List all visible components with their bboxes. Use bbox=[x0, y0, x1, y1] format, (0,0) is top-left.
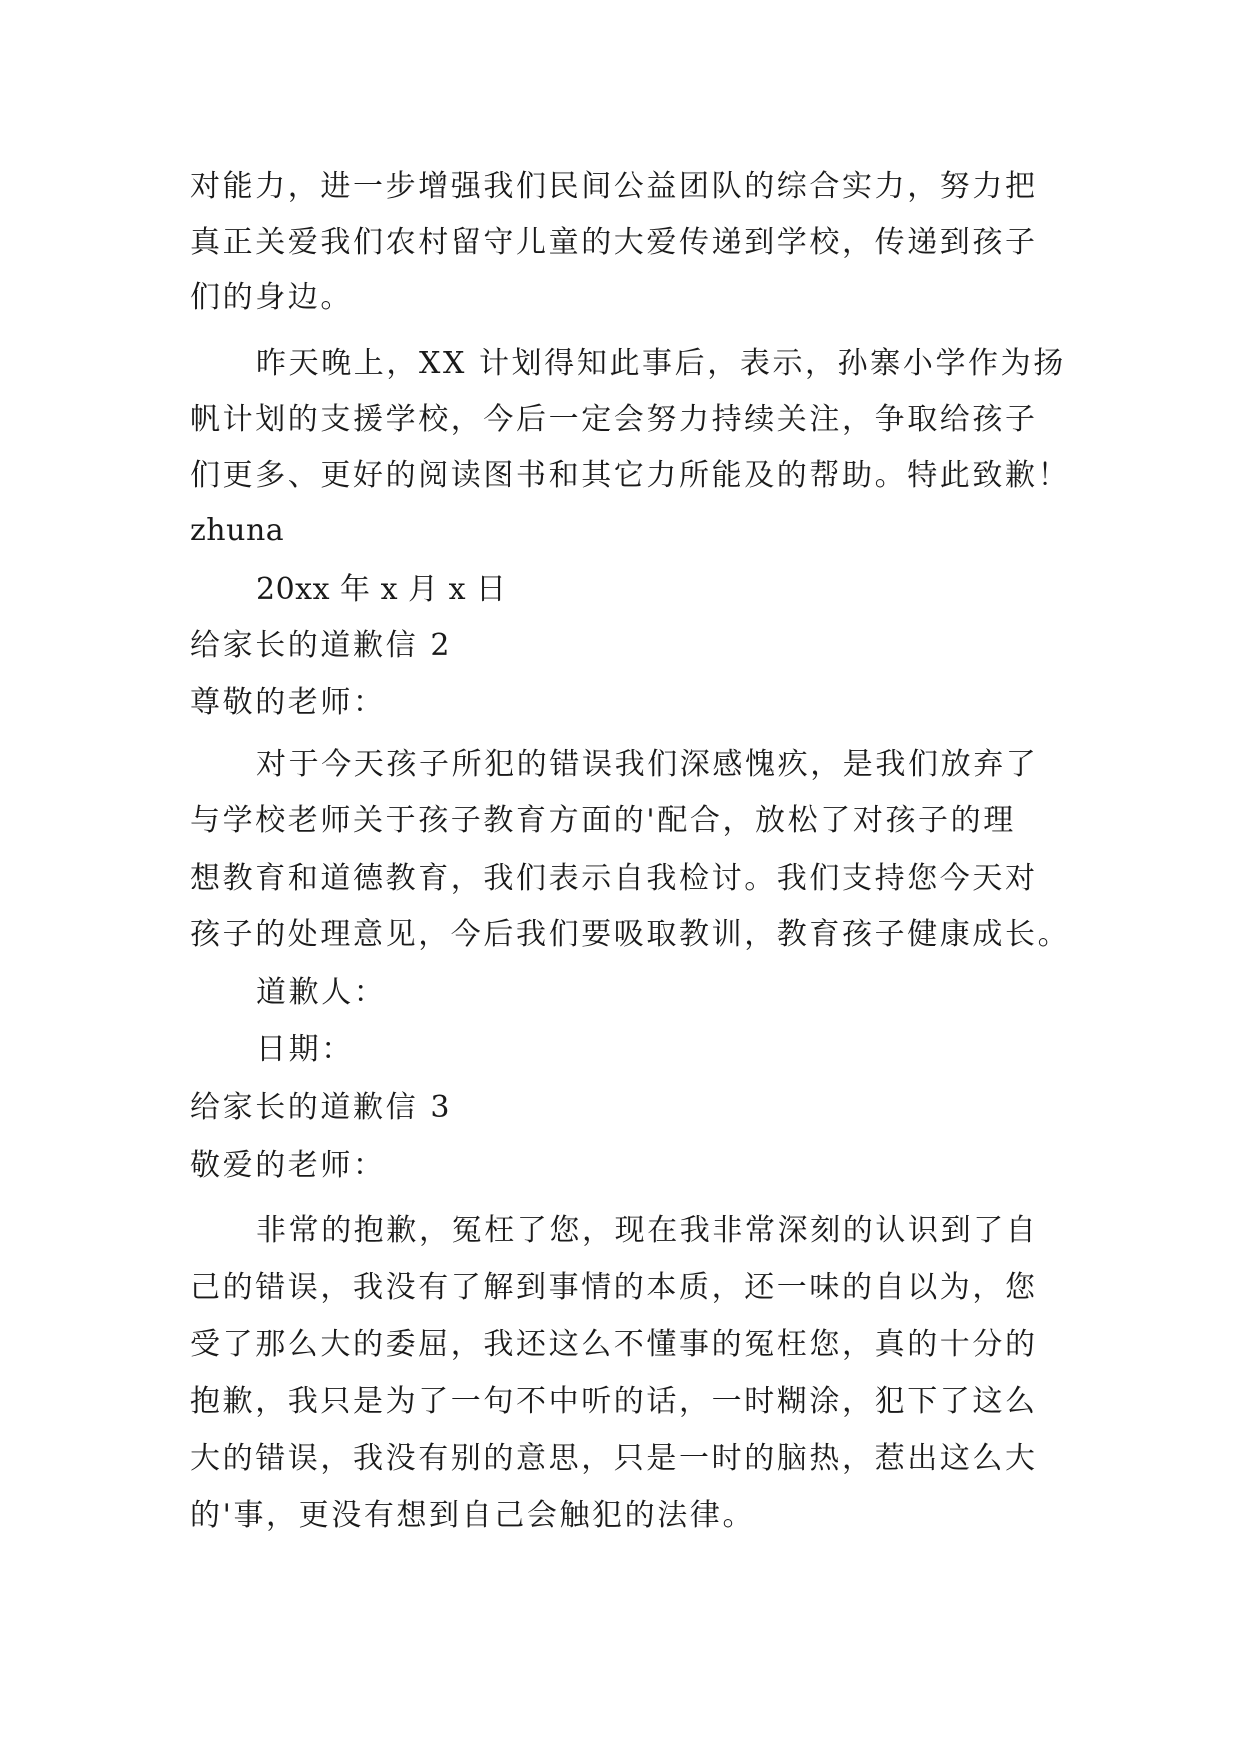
paragraph-line: 的'事，更没有想到自己会触犯的法律。 bbox=[190, 1498, 756, 1533]
paragraph-line: 对能力，进一步增强我们民间公益团队的综合实力，努力把 bbox=[190, 169, 1038, 204]
author-line: zhuna bbox=[190, 513, 285, 548]
paragraph-line: 非常的抱歉，冤枉了您，现在我非常深刻的认识到了自 bbox=[256, 1213, 1039, 1248]
date-line: 20xx 年 x 月 x 日 bbox=[256, 572, 507, 607]
paragraph-line: 己的错误，我没有了解到事情的本质，还一味的自以为，您 bbox=[190, 1270, 1038, 1305]
paragraph-line: 们更多、更好的阅读图书和其它力所能及的帮助。特此致歉！ bbox=[190, 458, 1071, 493]
paragraph-line: 昨天晚上，XX 计划得知此事后，表示，孙寨小学作为扬 bbox=[256, 346, 1066, 381]
date-label: 日期： bbox=[256, 1032, 354, 1067]
paragraph-line: 帆计划的支援学校，今后一定会努力持续关注，争取给孩子 bbox=[190, 402, 1038, 437]
paragraph-line: 受了那么大的委屈，我还这么不懂事的冤枉您，真的十分的 bbox=[190, 1327, 1038, 1362]
letter-title: 给家长的道歉信 3 bbox=[190, 1090, 453, 1125]
paragraph-line: 孩子的处理意见，今后我们要吸取教训，教育孩子健康成长。 bbox=[190, 917, 1071, 952]
salutation: 敬爱的老师： bbox=[190, 1148, 386, 1183]
signature-label: 道歉人： bbox=[256, 975, 387, 1010]
paragraph-line: 对于今天孩子所犯的错误我们深感愧疚，是我们放弃了 bbox=[256, 747, 1039, 782]
paragraph-line: 真正关爱我们农村留守儿童的大爱传递到学校，传递到孩子 bbox=[190, 225, 1038, 260]
paragraph-line: 与学校老师关于孩子教育方面的'配合，放松了对孩子的理 bbox=[190, 803, 1016, 838]
salutation: 尊敬的老师： bbox=[190, 685, 386, 720]
paragraph-line: 大的错误，我没有别的意思，只是一时的脑热，惹出这么大 bbox=[190, 1441, 1038, 1476]
letter-title: 给家长的道歉信 2 bbox=[190, 628, 453, 663]
paragraph-line: 们的身边。 bbox=[190, 280, 353, 315]
paragraph-line: 抱歉，我只是为了一句不中听的话，一时糊涂，犯下了这么 bbox=[190, 1384, 1038, 1419]
paragraph-line: 想教育和道德教育，我们表示自我检讨。我们支持您今天对 bbox=[190, 861, 1038, 896]
